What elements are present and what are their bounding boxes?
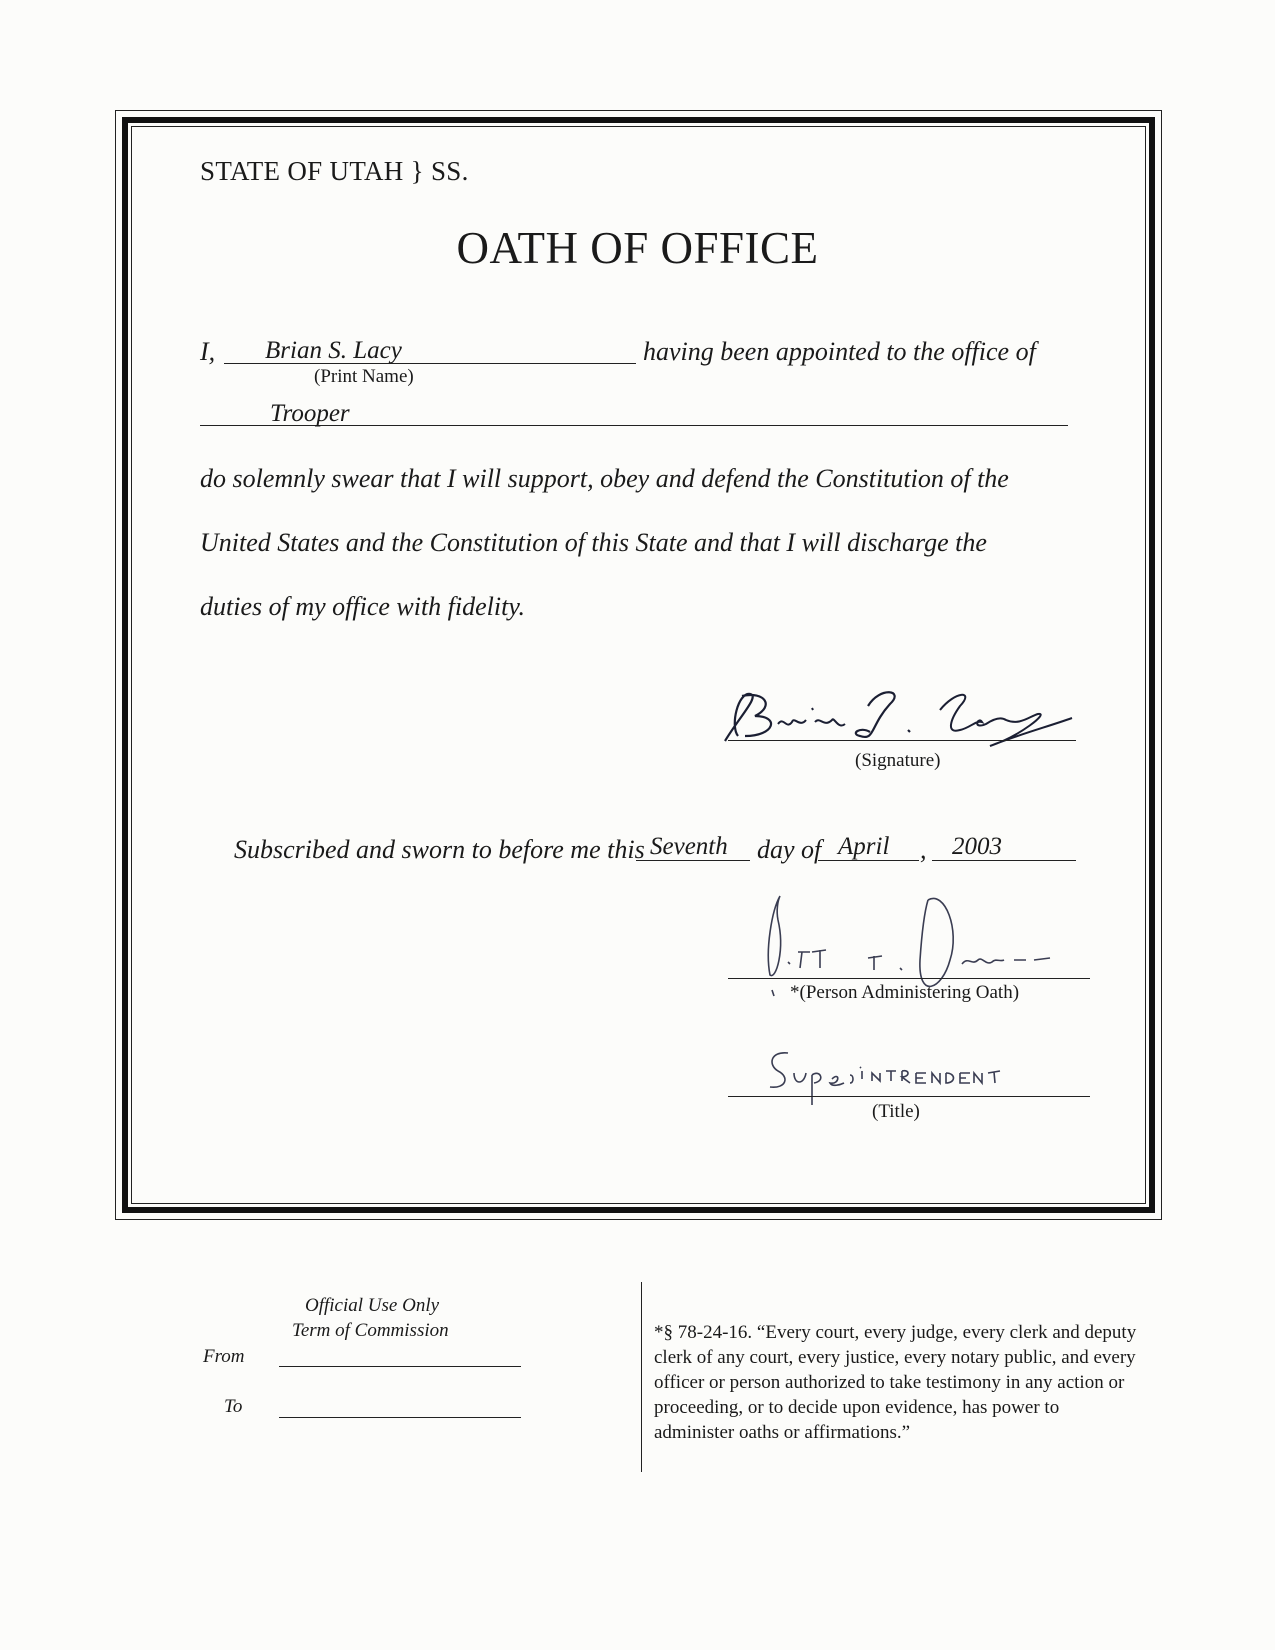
- term-of-commission-heading: Term of Commission: [292, 1320, 449, 1341]
- print-name-caption: (Print Name): [314, 366, 414, 387]
- administrator-line: [728, 960, 1090, 979]
- month-value: April: [838, 833, 890, 860]
- state-venue: STATE OF UTAH } SS.: [200, 156, 469, 186]
- statute-footnote: *§ 78-24-16. “Every court, every judge, every clerk and deputy clerk of any court, every justice, every notary public, and every officer or person authorized to take testimony in any action or proceeding, or to decide upon evidence, has power to administer oaths or affirmations.”: [654, 1322, 1137, 1443]
- document-title: OATH OF OFFICE: [456, 223, 819, 273]
- year-value: 2003: [952, 833, 1002, 860]
- oath-text-line-1: do solemnly swear that I will support, obey and defend the Constitution of the: [200, 464, 1009, 493]
- subscribed-text: Subscribed and sworn to before me this: [234, 835, 645, 864]
- inner-border: [131, 126, 1146, 1204]
- to-field[interactable]: [279, 1403, 521, 1418]
- oath-text-line-3: duties of my office with fidelity.: [200, 592, 525, 621]
- day-of-text: day of: [757, 835, 822, 864]
- title-caption: (Title): [872, 1101, 920, 1122]
- vertical-divider: [641, 1282, 642, 1472]
- officer-signature: [720, 686, 1080, 756]
- oath-prefix: I,: [200, 337, 216, 366]
- appointed-text: having been appointed to the office of: [643, 337, 1036, 366]
- official-use-heading: Official Use Only: [305, 1295, 440, 1316]
- to-label: To: [224, 1396, 243, 1417]
- from-field[interactable]: [279, 1352, 521, 1367]
- office-value: Trooper: [270, 400, 350, 427]
- oath-text-line-2: United States and the Constitution of this State and that I will discharge the: [200, 528, 987, 557]
- print-name-value: Brian S. Lacy: [265, 337, 402, 364]
- title-line: [728, 1078, 1090, 1097]
- administrator-caption: *(Person Administering Oath): [790, 982, 1020, 1003]
- signature-caption: (Signature): [855, 750, 941, 771]
- from-label: From: [203, 1346, 245, 1367]
- signature-line: [728, 722, 1076, 741]
- comma: ,: [920, 835, 927, 864]
- day-value: Seventh: [650, 833, 728, 860]
